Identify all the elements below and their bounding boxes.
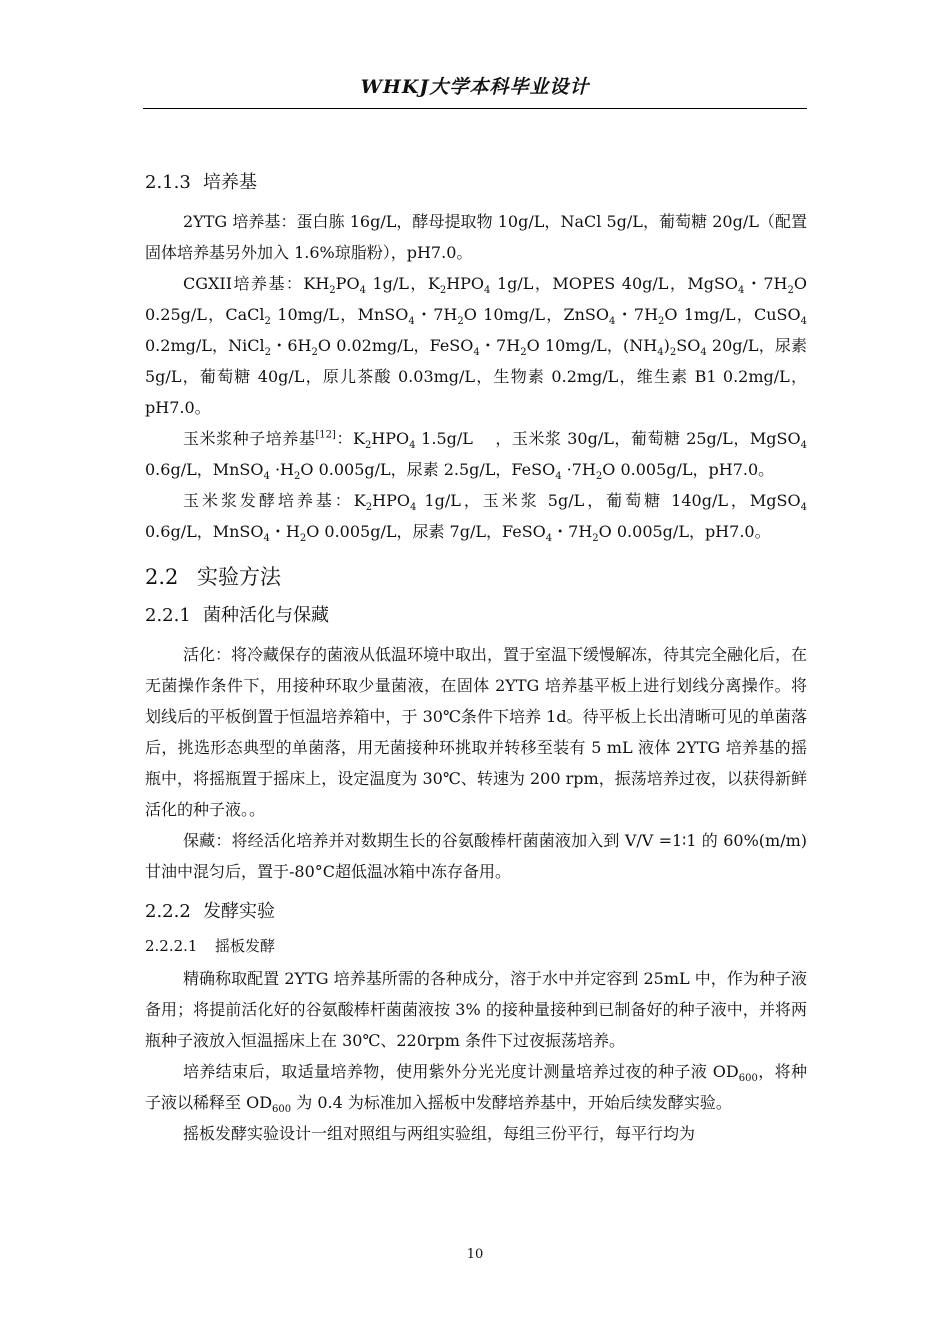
page-number: 10 xyxy=(466,1247,484,1262)
section-heading-2-2-2-1: 2.2.2.1 摇板发酵 xyxy=(145,937,276,955)
paragraph-preservation: 保藏：将经活化培养并对数期生长的谷氨酸棒杆菌菌液加入到 V/V =1∶1 的 60%(m/m)甘油中混匀后，置于-80°C超低温冰箱中冻存备用。 xyxy=(145,831,807,881)
section-heading-2-2: 2.2 实验方法 xyxy=(145,565,281,589)
paragraph-od-measurement: 培养结束后，取适量培养物，使用紫外分光光度计测量培养过夜的种子液 $OD_{600}$，将种子液以稀释至 $OD_{600}$ 为 0.4 为标准加入摇板中发酵培养基中，开始后续发酵实验。 xyxy=(145,1062,807,1116)
paragraph-seed-preparation: 精确称取配置 2YTG 培养基所需的各种成分，溶于水中并定容到 25mL 中，作为种子液备用；将提前活化好的谷氨酸棒杆菌菌液按 3% 的接种量接种到已制备好的种子液中，并将两瓶种子液放入恒温摇床上在 30℃、220rpm 条件下过夜振荡培养。 xyxy=(145,969,807,1050)
paragraph-experiment-design: 摇板发酵实验设计一组对照组与两组实验组，每组三份平行，每平行均为 xyxy=(183,1124,696,1143)
body-content xyxy=(145,158,807,1149)
header-divider xyxy=(143,108,807,109)
section-heading-2-1-3: 2.1.3 培养基 xyxy=(145,172,257,193)
paragraph-cgxii-medium: CGXII培养基：$KH_2PO_4$ 1g/L，$K_2HPO_4$ 1g/L，MOPES 40g/L，MgSO$_4$・$7H_2O$ 0.25g/L，CaCl$_2$ 10mg/L，MnSO$_4$・$7H_2O$ 10mg/L，ZnSO$_4$・$7H_2O$ 1mg/L，CuSO$_4$ 0.2mg/L，NiCl$_2$・$6H_2O$ 0.02mg/L，FeSO$_4$・$7H_2O$ 10mg/L，$(NH_4)_2SO_4$ 20g/L，尿素 5g/L，葡萄糖 40g/L，原儿茶酸 0.03mg/L，生物素 0.2mg/L，维生素 B1 0.2mg/L，pH7.0。 xyxy=(145,274,808,417)
section-heading-2-2-1: 2.2.1 菌种活化与保藏 xyxy=(145,605,329,626)
page-header-title: WHKJ大学本科毕业设计 xyxy=(360,76,590,98)
paragraph-2ytg-medium: 2YTG 培养基：蛋白胨 16g/L，酵母提取物 10g/L，NaCl 5g/L，葡萄糖 20g/L（配置固体培养基另外加入 1.6%琼脂粉），pH7.0。 xyxy=(145,212,807,262)
paragraph-corn-seed-medium: 玉米浆种子培养基[12]：$K_2HPO_4$ 1.5g/L ，玉米浆 30g/L，葡萄糖 25g/L，MgSO$_4$ 0.6g/L，MnSO$_4$ $\cdot H_2O$ 0.005g/L，尿素 2.5g/L，FeSO$_4$ $\cdot 7H_2O$ 0.005g/L，pH7.0。 xyxy=(145,429,807,483)
paragraph-corn-fermentation-medium: 玉米浆发酵培养基：$K_2HPO_4$ 1g/L，玉米浆 5g/L，葡萄糖 140g/L，MgSO$_4$ 0.6g/L，MnSO$_4$・$H_2O$ 0.005g/L，尿素 7g/L，FeSO$_4$・$7H_2O$ 0.005g/L，pH7.0。 xyxy=(145,491,807,545)
section-heading-2-2-2: 2.2.2 发酵实验 xyxy=(145,901,275,922)
paragraph-activation: 活化：将冷藏保存的菌液从低温环境中取出，置于室温下缓慢解冻，待其完全融化后，在无菌操作条件下，用接种环取少量菌液，在固体 2YTG 培养基平板上进行划线分离操作。将划线后的平板倒置于恒温培养箱中，于 30℃条件下培养 1d。待平板上长出清晰可见的单菌落后，挑选形态典型的单菌落，用无菌接种环挑取并转移至装有 5 mL 液体 2YTG 培养基的摇瓶中，将摇瓶置于摇床上，设定温度为 30℃、转速为 200 rpm，振荡培养过夜，以获得新鲜活化的种子液。。 xyxy=(145,645,808,819)
